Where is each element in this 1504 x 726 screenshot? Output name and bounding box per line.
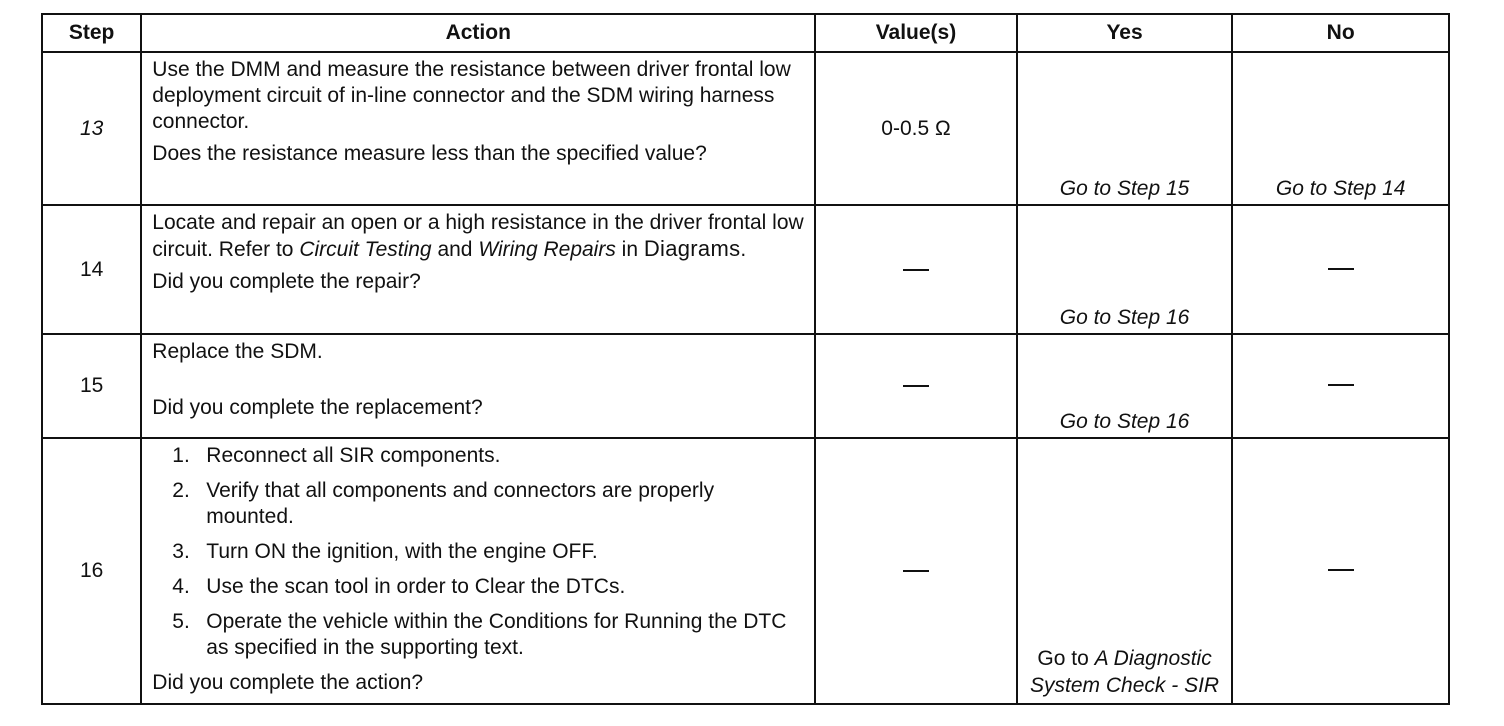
no-cell: Go to Step 14 [1232,52,1449,205]
action-text: in [615,238,644,261]
reference-circuit-testing: Circuit Testing [299,238,432,261]
header-values: Value(s) [815,14,1017,52]
action-text: . [740,238,747,261]
table-row [42,334,1449,438]
substep: 1. Reconnect all SIR components. [172,444,501,467]
reference-wiring-repairs: Wiring Repairs [478,238,616,261]
header-step: Step [42,14,141,52]
action-question: Did you complete the action? [152,671,424,694]
action-instruction [152,210,804,263]
yes-prefix: Go to [1037,647,1095,670]
action-text: Locate and repair an open or a high resistance in the driver frontal low circuit. Refer to [152,211,804,261]
dash-mark [903,385,929,387]
header-row [42,14,1449,52]
reference-diagrams: Diagrams [643,236,741,261]
yes-cell: Go to Step 15 [1017,52,1233,205]
step-number: 16 [42,438,141,704]
step-number: 14 [42,205,141,334]
action-cell [141,334,815,438]
action-instruction: Replace the SDM. [152,340,323,363]
value-cell [815,438,1017,704]
no-cell [1232,205,1449,334]
header-action: Action [141,14,815,52]
substep: 3. Turn ON the ignition, with the engine OFF. [172,540,598,563]
table-row [42,205,1449,334]
step-number: 13 [42,52,141,205]
action-cell [141,205,815,334]
action-question: Does the resistance measure less than the specified value? [152,142,707,165]
value-cell: 0-0.5 Ω [815,52,1017,205]
action-instruction: Use the DMM and measure the resistance between driver frontal low deployment circuit of in-line connector and the SDM wiring harness connector. [152,58,791,133]
table-row [42,438,1449,704]
yes-cell: Go to Step 16 [1017,205,1233,334]
yes-cell: Go to Step 16 [1017,334,1233,438]
yes-cell [1017,438,1233,704]
substep: 5. Operate the vehicle within the Conditions for Running the DTC as specified in the supporting text. [172,610,787,659]
dash-mark [903,570,929,572]
action-question: Did you complete the repair? [152,270,421,293]
substep-list [152,443,804,661]
dash-mark [1328,268,1354,270]
value-cell [815,334,1017,438]
dash-mark [1328,384,1354,386]
substep: 4. Use the scan tool in order to Clear the DTCs. [172,575,626,598]
dash-mark [903,269,929,271]
dash-mark [1328,569,1354,571]
table-row [42,52,1449,205]
action-cell [141,52,815,205]
diagnostic-table [41,13,1450,705]
no-cell [1232,334,1449,438]
action-text: and [431,238,479,261]
no-cell [1232,438,1449,704]
action-question: Did you complete the replacement? [152,396,483,419]
substep: 2. Verify that all components and connectors are properly mounted. [172,479,715,528]
reference-diagnostic-system-check: A Diagnostic System Check - SIR [1030,647,1220,697]
step-number: 15 [42,334,141,438]
header-yes: Yes [1017,14,1233,52]
header-no: No [1232,14,1449,52]
value-cell [815,205,1017,334]
action-cell [141,438,815,704]
